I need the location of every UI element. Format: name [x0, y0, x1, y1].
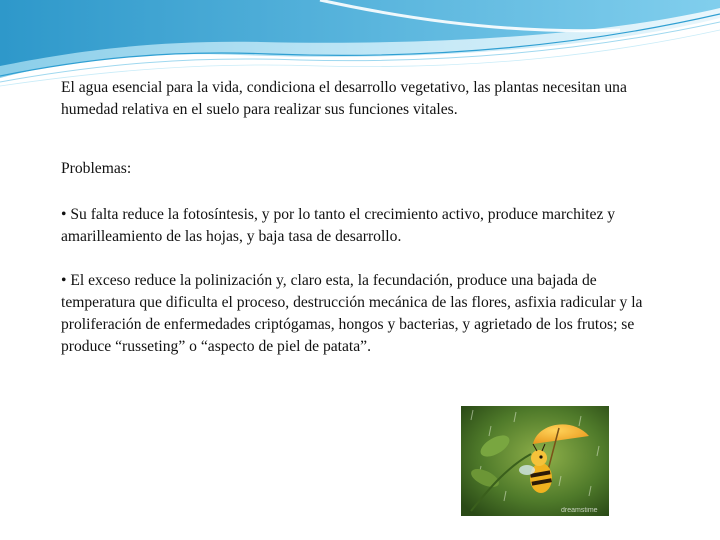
watermark-text: dreamstime [561, 507, 598, 514]
intro-paragraph: El agua esencial para la vida, condiciona el desarrollo vegetativo, las plantas necesitan una humedad relativa en el suelo para realizar sus funciones vitales. [61, 79, 627, 118]
bullet-item-lack: • Su falta reduce la fotosíntesis, y por lo tanto el crecimiento activo, produce marchitez y amarilleamiento de las hojas, y baja tasa de desarrollo. [61, 206, 616, 245]
slide-content [61, 77, 661, 358]
bee-umbrella-illustration [461, 406, 609, 516]
bullet-item-excess: • El exceso reduce la polinización y, claro esta, la fecundación, produce una bajada de temperatura que dificulta el proceso, destrucción mecánica de las flores, asfixia radicular y la proliferación de enfermedades criptógamas, hongos y bacterias, y agrietado de los frutos; se produce “russeting” o “aspecto de piel de patata”. [61, 272, 643, 355]
problems-heading: Problemas: [61, 160, 132, 177]
